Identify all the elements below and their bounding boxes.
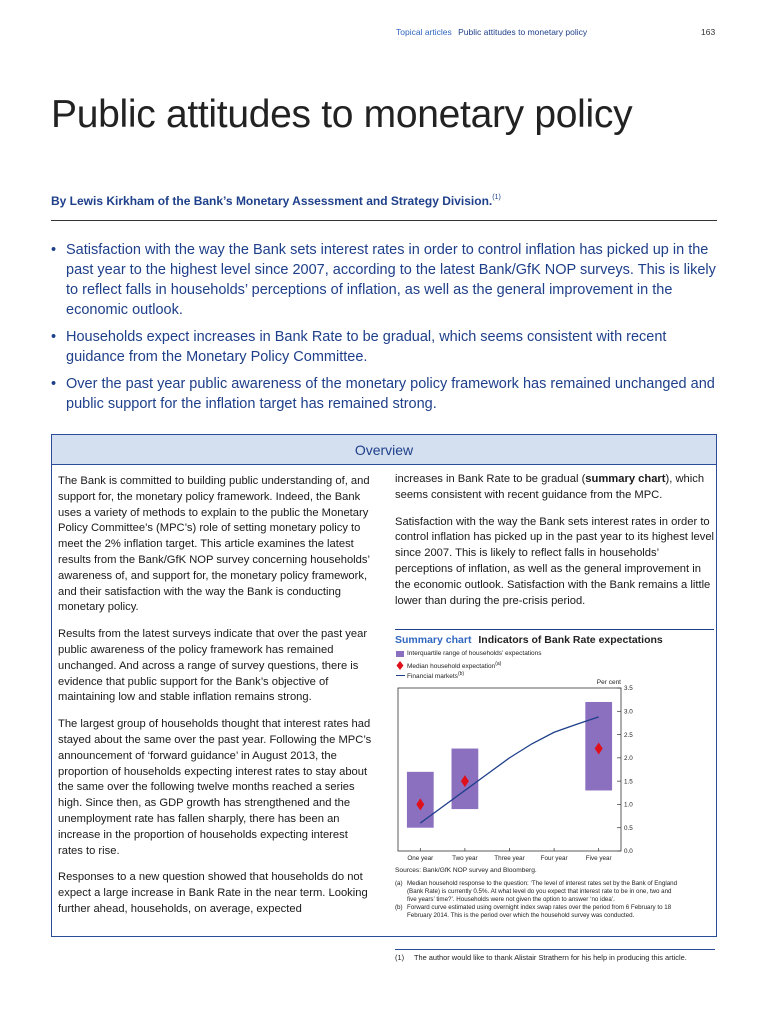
y-tick-label: 1.0 (624, 801, 633, 809)
chart-title (395, 634, 663, 646)
x-tick-label: Four year (540, 855, 568, 862)
legend-label: Interquartile range of households’ expectations (407, 650, 542, 657)
article-title: Public attitudes to monetary policy (51, 93, 633, 136)
y-tick-label: 3.5 (624, 685, 633, 693)
overview-paragraph: Responses to a new question showed that households do not expect a large increase in Bank Rate in the near term. Looking further ahead, households, on average, expected (58, 871, 368, 915)
running-head (396, 27, 587, 37)
running-title: Public attitudes to monetary policy (458, 27, 588, 37)
footnote-marker: (1) (395, 953, 405, 962)
footnote-text: The author would like to thank Alistair Strathern for his help in producing this article. (413, 953, 687, 962)
y-tick-label: 3.0 (624, 708, 633, 716)
overview-left-column (58, 474, 373, 929)
byline-text: By Lewis Kirkham of the Bank’s Monetary Assessment and Strategy Division. (51, 194, 493, 208)
overview-paragraph: Results from the latest surveys indicate that over the past year public awareness of the policy framework has remained unchanged. And across a range of survey questions, there is evidence that public support for the Bank’s objective of maintaining low and stable inflation remains strong. (58, 628, 368, 704)
overview-paragraph: Satisfaction with the way the Bank sets interest rates in order to control inflation has picked up in the past year to its highest level since 2007. This is likely to reflect falls in households’ perceptions of inflation, as well as the general improvement in the economic outlook. Satisfaction with the Bank remains a little lower than during the pre-crisis period. (395, 515, 715, 607)
interquartile-ranges (407, 702, 612, 828)
footnote-rule (395, 949, 715, 950)
chart-caption: Indicators of Bank Rate expectations (478, 634, 663, 646)
byline-rule (51, 220, 717, 221)
key-point-text: Satisfaction with the way the Bank sets interest rates in order to control inflation has picked up in the past year to the highest level since 2007, according to the latest Bank/GfK NOP surveys. This is likely to reflect falls in households’ perceptions of inflation, as well as the general improvement in the economic outlook. (66, 242, 716, 318)
chart-note: (a) Median household response to the question: ‘The level of interest rates set by the Bank of England (Bank Rate) is currently 0.5%. At what level do you expect that interest rate to be in one, two and five years’ time?’. Households were not given the option to answer ‘no idea’. (395, 880, 678, 903)
y-tick-label: 0.0 (624, 848, 633, 856)
footnote (395, 953, 687, 962)
page-number: 163 (701, 27, 716, 37)
chart-label: Summary chart (395, 634, 472, 646)
chart-rule (395, 629, 714, 630)
key-point-text: Households expect increases in Bank Rate to be gradual, which seems consistent with recent guidance from the Monetary Policy Committee. (66, 329, 667, 365)
financial-markets-line (420, 717, 598, 823)
overview-paragraph: increases in Bank Rate to be gradual (summary chart), which seems consistent with recent guidance from the MPC. (395, 473, 705, 501)
y-axis (617, 685, 633, 855)
overview-paragraph: The largest group of households thought that interest rates had stayed about the same over the past year. Following the MPC’s announcement of ‘forward guidance’ in August 2013, the proportion of households expecting interest rates to stay about the same over the following twelve months reached a series high. Since then, as GDP growth has strengthened and the unemployment rate has fallen sharply, there has been an increase in the proportion of households expecting interest rates to rise. (58, 718, 372, 857)
legend-label: Financial markets (407, 673, 458, 681)
y-tick-label: 2.5 (624, 731, 633, 739)
x-tick-label: One year (407, 855, 434, 862)
range-swatch (396, 651, 404, 657)
x-axis (407, 848, 611, 862)
overview-heading: Overview (52, 435, 716, 465)
unit-label: Per cent (596, 679, 621, 686)
key-point: • Households expect increases in Bank Rate to be gradual, which seems consistent with recent guidance from the Monetary Policy Committee. (51, 329, 667, 365)
x-tick-label: Five year (585, 855, 612, 862)
summary-chart (390, 678, 650, 863)
y-tick-label: 1.5 (624, 778, 633, 786)
key-point-text: Over the past year public awareness of the monetary policy framework has remained unchanged and public support for the inflation target has remained strong. (66, 376, 715, 412)
key-point: • Satisfaction with the way the Bank sets interest rates in order to control inflation has picked up in the past year to the highest level since 2007, according to the latest Bank/GfK NOP surveys. This is likely to reflect falls in households’ perceptions of inflation, as well as the general improvement in the economic outlook. (51, 242, 716, 318)
chart-sources: Sources: Bank/GfK NOP survey and Bloomberg. (395, 867, 537, 874)
line-swatch (396, 675, 405, 676)
diamond-icon (396, 661, 404, 670)
y-tick-label: 2.0 (624, 755, 633, 763)
byline-footnote-marker: (1) (492, 194, 501, 201)
median-markers (416, 743, 602, 811)
x-tick-label: Three year (494, 855, 525, 862)
overview-right-column (395, 472, 715, 620)
key-point: • Over the past year public awareness of the monetary policy framework has remained unchanged and public support for the inflation target has remained strong. (51, 376, 715, 412)
x-tick-label: Two year (452, 855, 478, 862)
key-points-list (51, 240, 721, 421)
chart-note: (b) Forward curve estimated using overnight index swap rates over the period from 6 February to 18 February 2014. This is the period over which the household survey was conducted. (395, 904, 672, 919)
legend-label: Median household expectation (407, 663, 496, 671)
y-tick-label: 0.5 (624, 824, 633, 832)
summary-chart-reference: summary chart (585, 473, 666, 485)
byline (51, 194, 501, 208)
section-label: Topical articles (396, 27, 452, 37)
overview-paragraph: The Bank is committed to building public understanding of, and support for, the monetary policy framework. Indeed, the Bank uses a variety of methods to explain to the public the Monetary Policy Committee’s (MPC’s) role of setting monetary policy to meet the 2% inflation target. This article examines the latest results from the Bank/GfK NOP survey concerning households’ awareness of, and support for, the monetary policy framework, and their satisfaction with the way the Bank is conducting monetary policy. (58, 475, 370, 614)
chart-notes (395, 880, 681, 920)
